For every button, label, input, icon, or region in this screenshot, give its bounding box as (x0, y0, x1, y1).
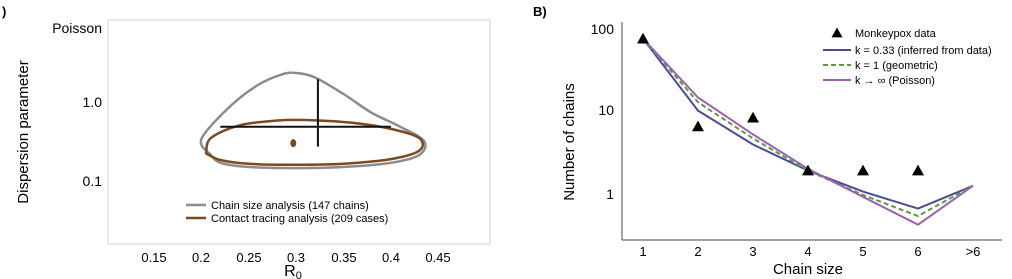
panel-a-ytick-label: 1.0 (82, 94, 102, 110)
panel-a-xtick-label: 0.45 (425, 250, 451, 265)
panel-a-xlabel-sub: 0 (295, 270, 302, 279)
panel-b-ylabel: Number of chains (561, 83, 578, 201)
panel-b-xtick-label: 1 (639, 244, 647, 259)
panel-b-ytick-label: 10 (598, 102, 614, 118)
panel-b-ytick-label: 1 (606, 186, 614, 202)
panel-a-crosshair (220, 79, 391, 146)
panel-a-xtick-label: 0.4 (381, 250, 401, 265)
panel-b-xtick-label: 2 (694, 244, 702, 259)
panel-b-xtick-label: >6 (965, 244, 981, 259)
panel-b-legend (823, 28, 992, 88)
panel-a-point-estimate (290, 139, 296, 147)
panel-a-xlabel-main: R (284, 263, 296, 279)
panel-b-xtick-label: 5 (859, 244, 867, 259)
panel-a-ytick-label: Poisson (52, 20, 102, 36)
panel-a-xtick-label: 0.2 (191, 250, 211, 265)
panel-b-xlabel: Chain size (772, 261, 844, 278)
panel-a-xtick-label: 0.3 (286, 250, 306, 265)
panel-b-xticks (639, 244, 980, 259)
panel-a-xticks (141, 250, 450, 265)
panel-b-data-marker (637, 33, 649, 44)
panel-a-legend-label-contact: Contact tracing analysis (209 cases) (211, 213, 389, 225)
panel-a-legend (186, 200, 388, 225)
panel-a-ylabel: Dispersion parameter (15, 60, 32, 204)
panel-b-label: B) (533, 4, 547, 19)
panel-b-data-marker (912, 165, 924, 176)
panel-b-legend-label-poisson: k → ∞ (Poisson) (855, 75, 935, 87)
panel-b-xtick-label: 4 (804, 244, 812, 259)
panel-b-legend-marker-data (832, 28, 843, 38)
panel-b-legend-label-k033: k = 0.33 (inferred from data) (855, 45, 992, 57)
panel-b-data-marker (747, 112, 759, 123)
panel-a-xtick-label: 0.15 (141, 250, 167, 265)
panel-b-legend-label-data: Monkeypox data (855, 28, 936, 40)
panel-a-ytick-label: 0.1 (82, 173, 102, 189)
panel-b-legend-label-k1: k = 1 (geometric) (855, 60, 938, 72)
panel-a-xtick-label: 0.25 (236, 250, 262, 265)
panel-a-legend-label-chain: Chain size analysis (147 chains) (211, 200, 369, 212)
panel-b-ytick-label: 100 (590, 21, 614, 37)
panel-b-data-marker (692, 121, 704, 132)
panel-b-xtick-label: 3 (749, 244, 757, 259)
panel-a-confidence-regions (201, 73, 426, 168)
panel-b-data-marker (857, 165, 869, 176)
panel-a-label: ) (2, 4, 7, 19)
panel-b-yticks (591, 21, 615, 202)
panel-a-yticks (52, 20, 102, 189)
panel-a-xtick-label: 0.35 (331, 250, 357, 265)
panel-b-xtick-label: 6 (914, 244, 922, 259)
panel-a-xlabel (284, 263, 302, 279)
